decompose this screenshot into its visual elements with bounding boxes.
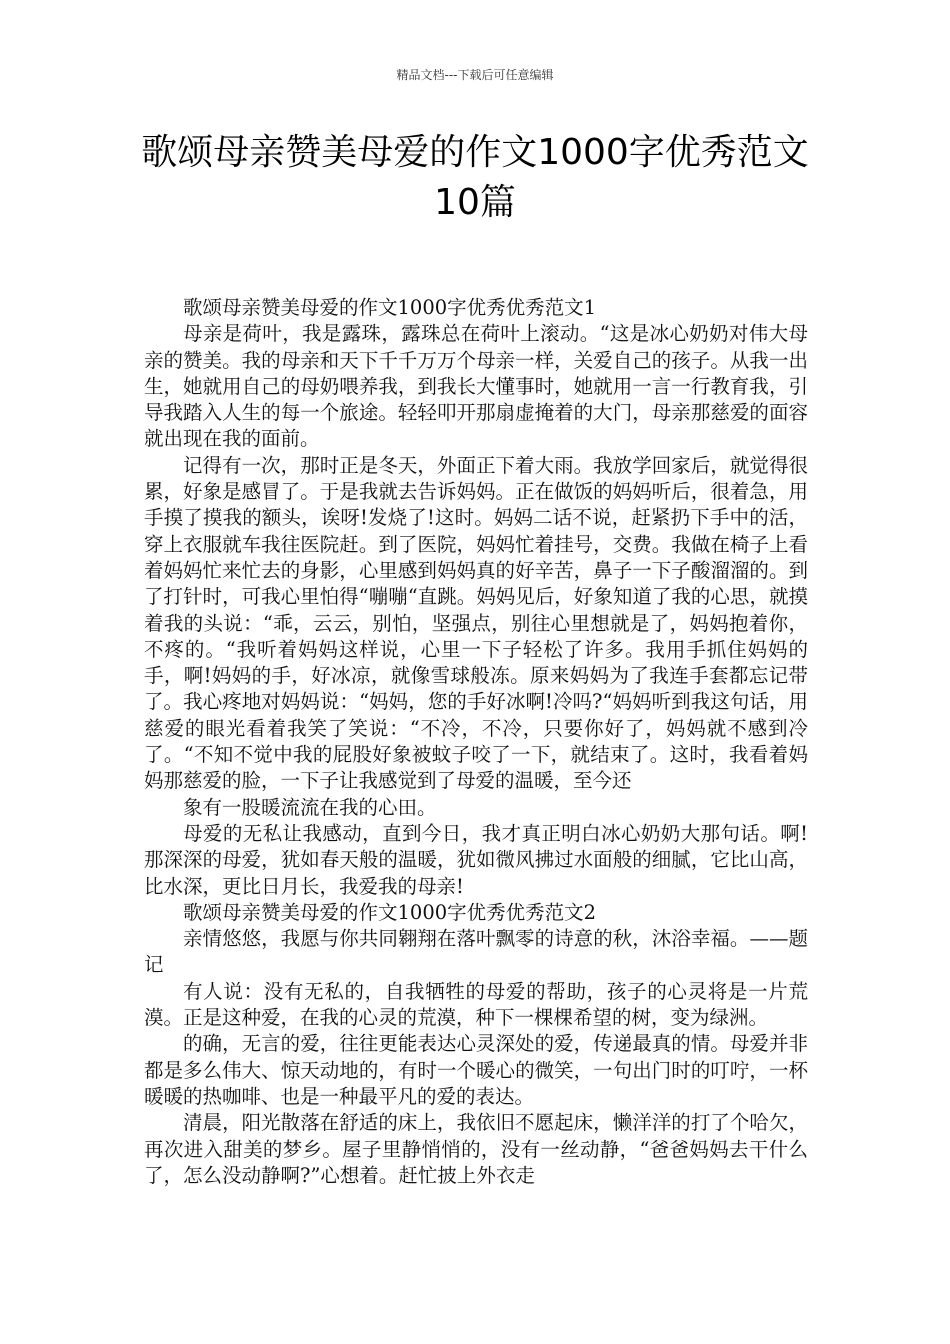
paragraph: 记得有一次，那时正是冬天，外面正下着大雨。我放学回家后，就觉得很累，好象是感冒了。于是我就去告诉妈妈。正在做饭的妈妈听后，很着急，用手摸了摸我的额头，诶呀!发烧了!这时。妈妈二话不说，赶紧扔下手中的活，穿上衣服就车我往医院赶。到了医院，妈妈忙着挂号，交费。我做在椅子上看着妈妈忙来忙去的身影，心里感到妈妈真的好辛苦，鼻子一下子酸溜溜的。到了打针时，可我心里怕得“嘣嘣“直跳。妈妈见后，好象知道了我的心思，就摸着我的头说：“乖，云云，别怕，坚强点，别往心里想就是了，妈妈抱着你，不疼的。“我听着妈妈这样说，心里一下子轻松了许多。我用手抓住妈妈的手，啊!妈妈的手，好冰凉，就像雪球般冻。原来妈妈为了我连手套都忘记带了。我心疼地对妈妈说：“妈妈，您的手好冰啊!冷吗?“妈妈听到我这句话，用慈爱的眼光看着我笑了笑说：“不冷，不冷，只要你好了，妈妈就不感到冷了。“不知不觉中我的屁股好象被蚊子咬了一下，就结束了。这时，我看着妈妈那慈爱的脸，一下子让我感觉到了母爱的温暖，至今还	[144, 453, 808, 793]
paragraph: 亲情悠悠，我愿与你共同翱翔在落叶飘零的诗意的秋，沐浴幸福。——题记	[144, 927, 808, 977]
paragraph: 有人说：没有无私的，自我牺牲的母爱的帮助，孩子的心灵将是一片荒漠。正是这种爱，在我的心灵的荒漠，种下一棵棵希望的树，变为绿洲。	[144, 979, 808, 1030]
paragraph: 母亲是荷叶，我是露珠，露珠总在荷叶上滚动。“这是冰心奶奶对伟大母亲的赞美。我的母亲和天下千千万万个母亲一样，关爱自己的孩子。从我一出生，她就用自己的母奶喂养我，到我长大懂事时，她就用一言一行教育我，引导我踏入人生的每一个旅途。轻轻叩开那扇虚掩着的大门，母亲那慈爱的面容就出现在我的面前。	[144, 322, 808, 451]
document-title: 歌颂母亲赞美母爱的作文1000字优秀范文10篇	[141, 132, 809, 223]
section-heading-1: 歌颂母亲赞美母爱的作文1000字优秀优秀范文1	[183, 296, 597, 319]
paragraph: 清晨，阳光散落在舒适的床上，我依旧不愿起床，懒洋洋的打了个哈欠，再次进入甜美的梦乡。屋子里静悄悄的，没有一丝动静，“爸爸妈妈去干什么了，怎么没动静啊?”心想着。赶忙披上外衣走	[144, 1111, 808, 1187]
paragraph: 象有一股暖流流在我的心田。	[183, 795, 437, 819]
section-heading-2: 歌颂母亲赞美母爱的作文1000字优秀优秀范文2	[183, 900, 597, 924]
paragraph: 母爱的无私让我感动，直到今日，我才真正明白冰心奶奶大那句话。啊!那深深的母爱，犹如春天般的温暖，犹如微风拂过水面般的细腻，它比山高，比水深，更比日月长，我爱我的母亲!	[144, 821, 808, 898]
document-body	[144, 295, 808, 1189]
paragraph: 的确，无言的爱，往往更能表达心灵深处的爱，传递最真的情。母爱并非都是多么伟大、惊天动地的，有时一个暖心的微笑，一句出门时的叮咛，一杯暖暖的热咖啡、也是一种最平凡的爱的表达。	[144, 1032, 808, 1108]
page-header-note: 精品文档---下载后可任意编辑	[396, 68, 554, 82]
